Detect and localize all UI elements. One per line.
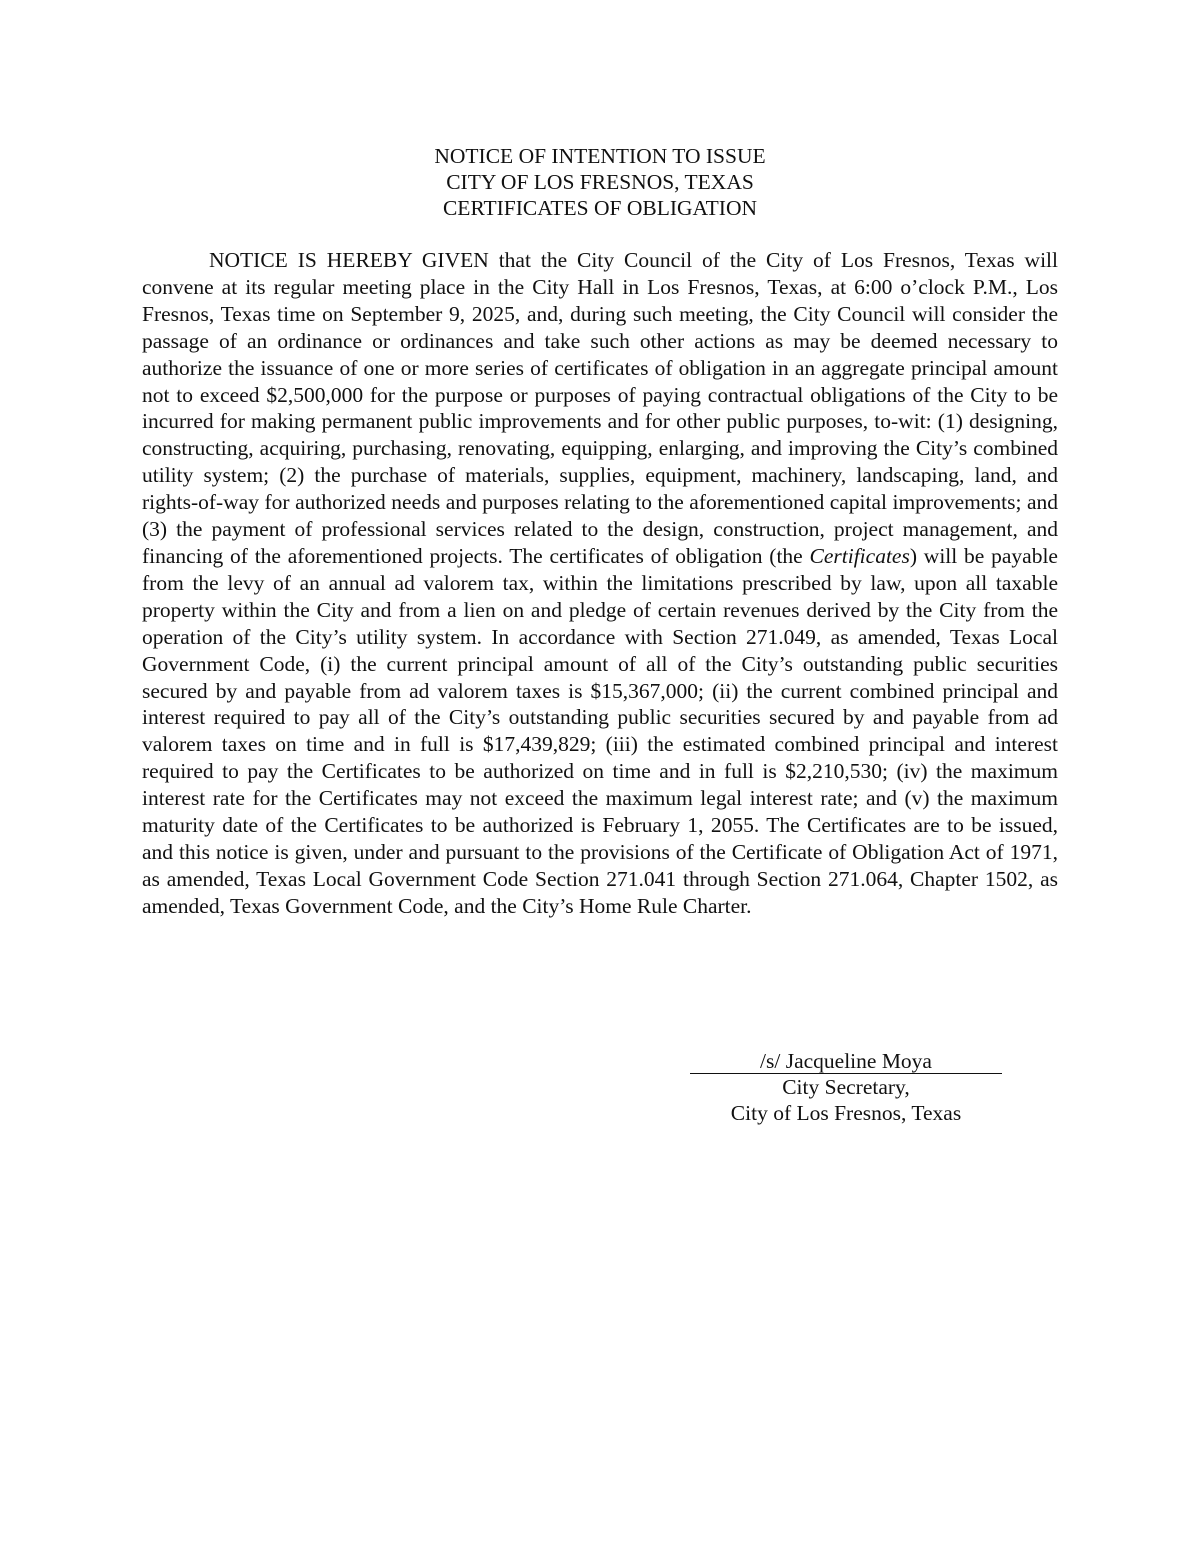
defined-term-certificates: Certificates	[809, 543, 910, 568]
notice-body-part-1: NOTICE IS HEREBY GIVEN that the City Council of the City of Los Fresnos, Texas will convene at its regular meeting place in the City Hall in Los Fresnos, Texas, at 6:00 o’clock P.M., Los Fresnos, Texas time on September 9, 2025, and, during such meeting, the City Council will consider the passage of an ordinance or ordinances and take such other actions as may be deemed necessary to authorize the issuance of one or more series of certificates of obligation in an aggregate principal amount not to exceed $2,500,000 for the purpose or purposes of paying contractual obligations of the City to be incurred for making permanent public improvements and for other public purposes, to-wit: (1) designing, constructing, acquiring, purchasing, renovating, equipping, enlarging, and improving the City’s combined utility system; (2) the purchase of materials, supplies, equipment, machinery, landscaping, land, and rights-of-way for authorized needs and purposes relating to the aforementioned capital improvements; and (3) the payment of professional services related to the design, construction, project management, and financing of the aforementioned projects. The certificates of obligation (the	[142, 248, 1058, 568]
title-line-1: NOTICE OF INTENTION TO ISSUE	[434, 144, 766, 168]
signature-organization: City of Los Fresnos, Texas	[730, 1101, 962, 1125]
notice-body	[142, 247, 1058, 920]
title-line-2: CITY OF LOS FRESNOS, TEXAS	[446, 170, 754, 194]
signature-name: /s/ Jacqueline Moya	[690, 1049, 1002, 1074]
title-line-3: CERTIFICATES OF OBLIGATION	[442, 196, 758, 220]
notice-body-part-2: ) will be payable from the levy of an annual ad valorem tax, within the limitations prescribed by law, upon all taxable property within the City and from a lien on and pledge of certain revenues derived by the City from the operation of the City’s utility system. In accordance with Section 271.049, as amended, Texas Local Government Code, (i) the current principal amount of all of the City’s outstanding public securities secured by and payable from ad valorem taxes is $15,367,000; (ii) the current combined principal and interest required to pay all of the City’s outstanding public securities secured by and payable from ad valorem taxes on time and in full is $17,439,829; (iii) the estimated combined principal and interest required to pay the Certificates to be authorized on time and in full is $2,210,530; (iv) the maximum interest rate for the Certificates may not exceed the maximum legal interest rate; and (v) the maximum maturity date of the Certificates to be authorized is February 1, 2055. The Certificates are to be issued, and this notice is given, under and pursuant to the provisions of the Certificate of Obligation Act of 1971, as amended, Texas Local Government Code Section 271.041 through Section 271.064, Chapter 1502, as amended, Texas Government Code, and the City’s Home Rule Charter.	[142, 543, 1058, 918]
signature-role: City Secretary,	[782, 1075, 910, 1099]
signature-block	[690, 1049, 1002, 1126]
notice-title	[0, 143, 1200, 221]
